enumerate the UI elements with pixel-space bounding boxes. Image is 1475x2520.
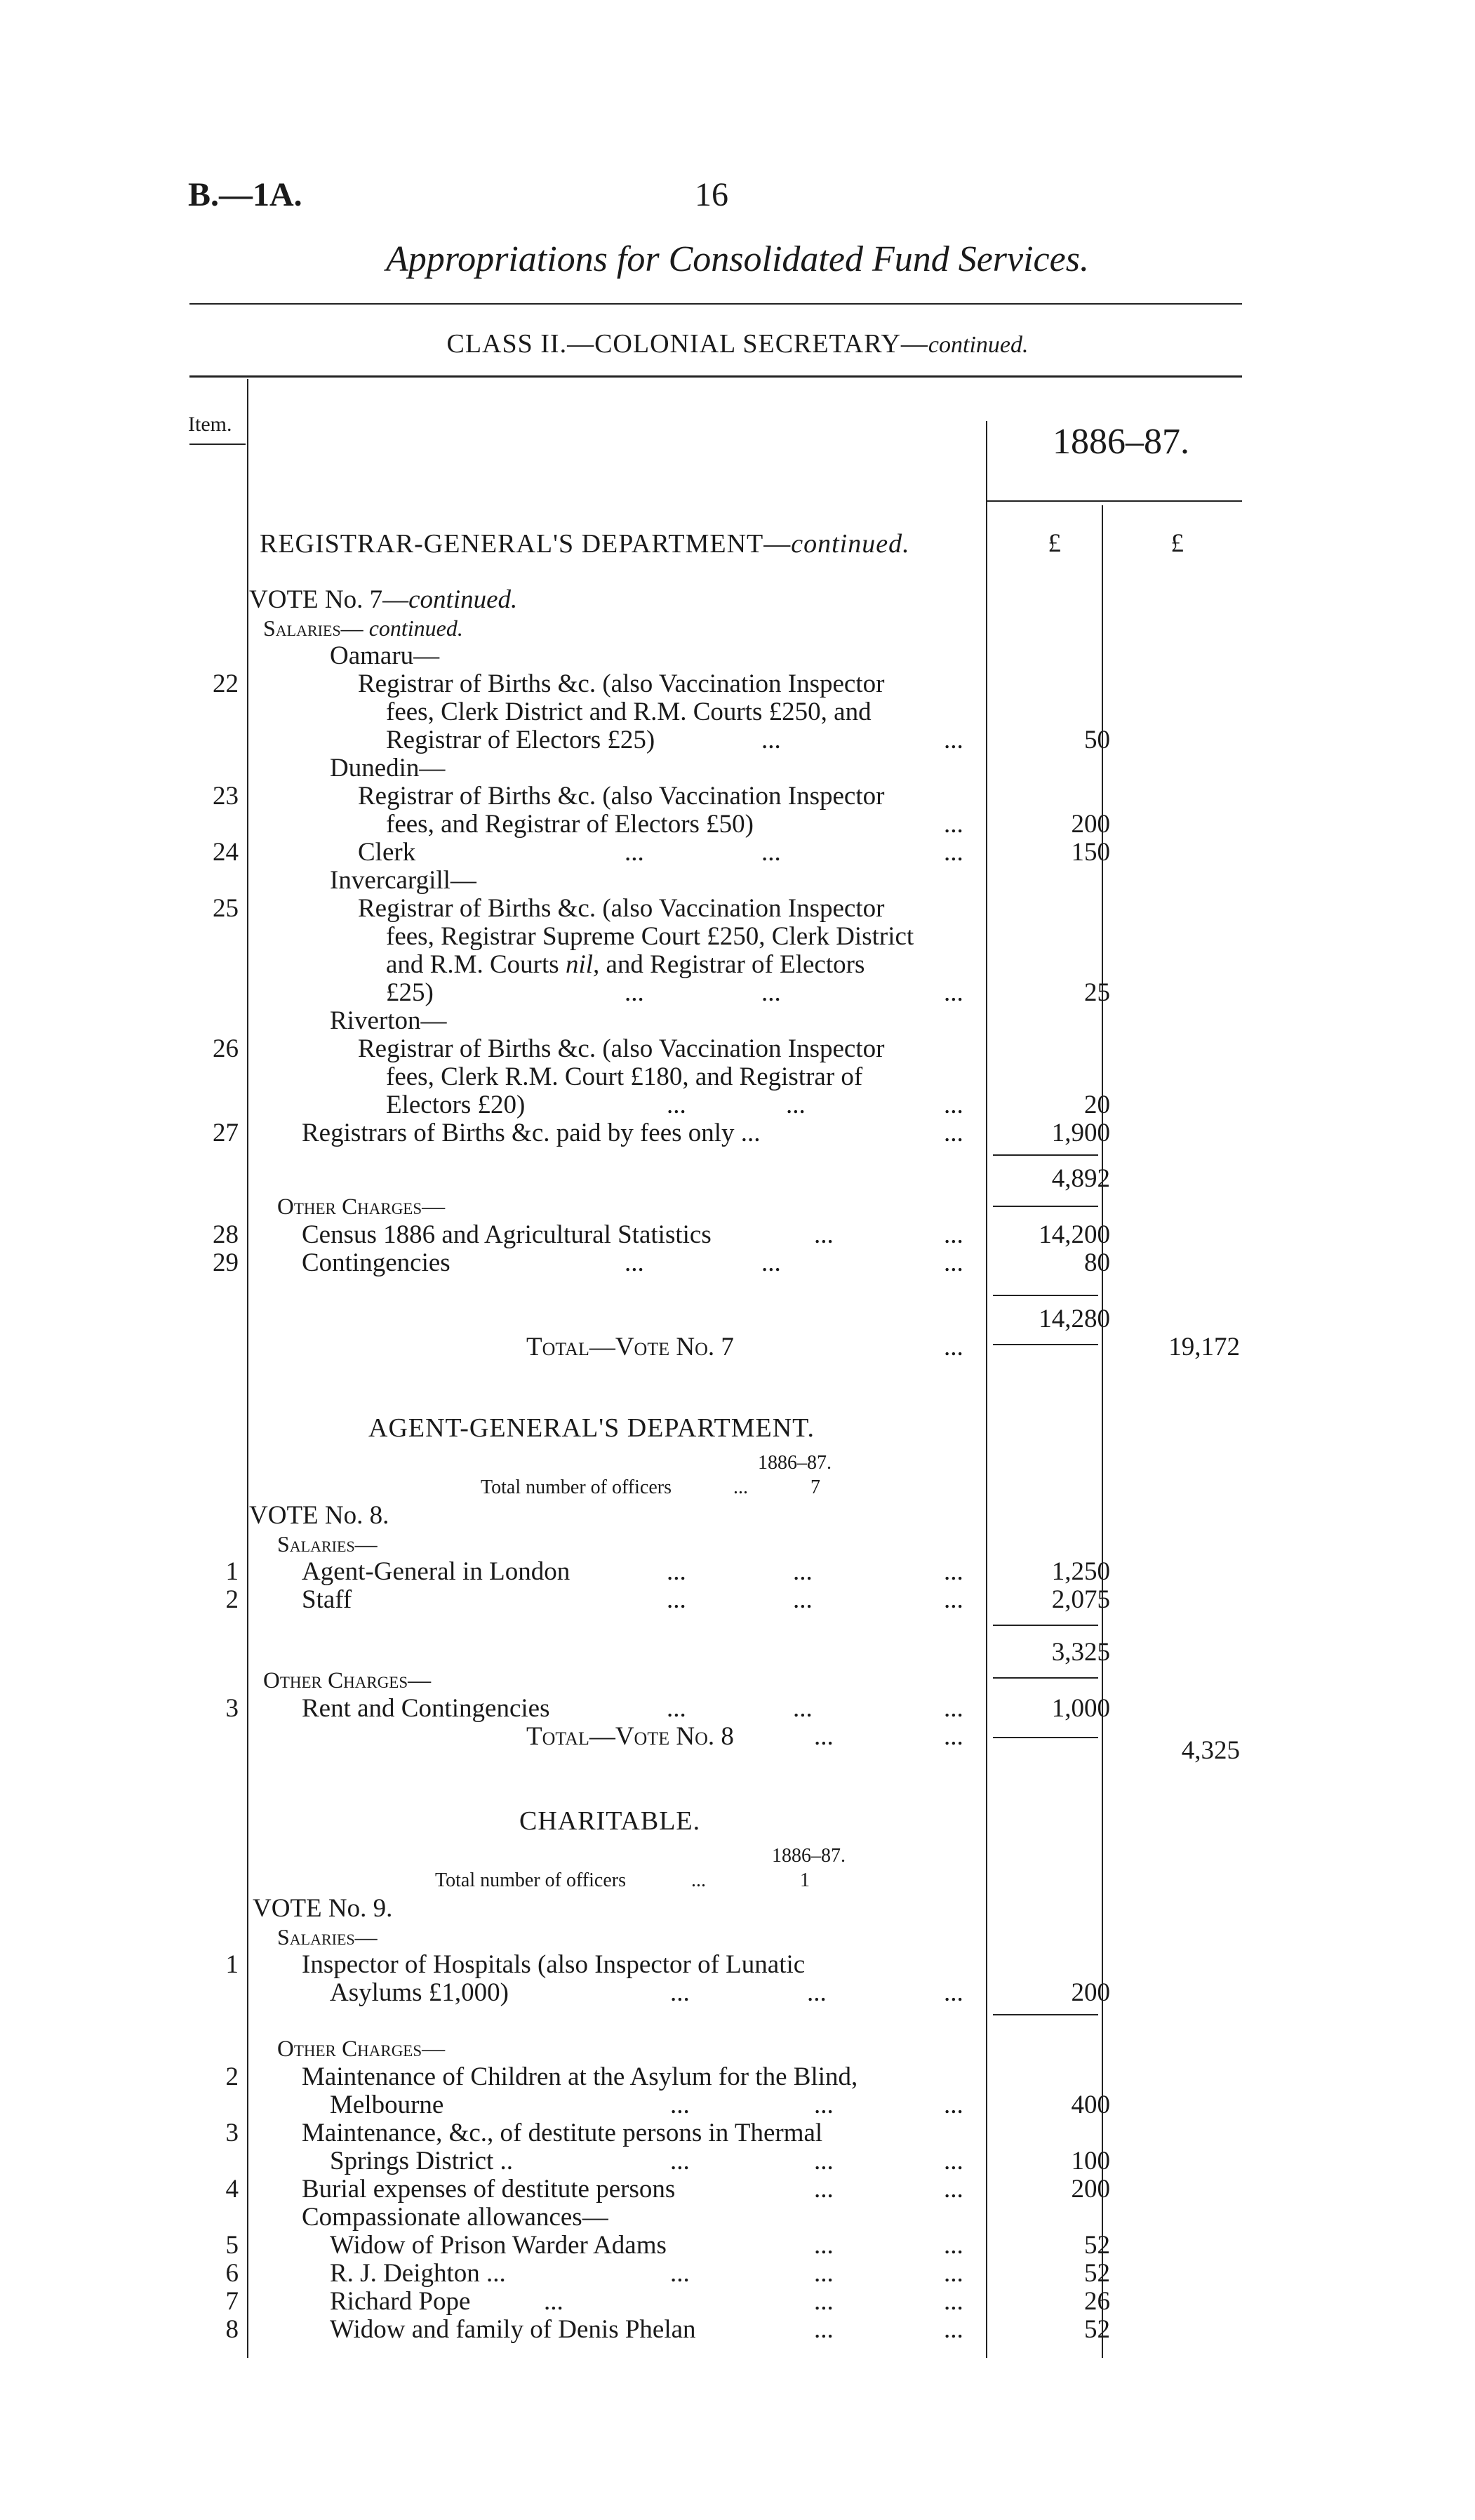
subtotal-row: [0, 1165, 1475, 1193]
row-value: 20: [1084, 1091, 1110, 1119]
leader-dots: ...: [670, 2147, 690, 2175]
other-charges-heading: [0, 1193, 1475, 1221]
item-number: 8: [225, 2315, 239, 2344]
department-heading-charitable: [0, 1807, 1475, 1835]
officers-count: 7: [810, 1476, 820, 1498]
leader-dots: ...: [944, 1220, 963, 1249]
leader-dots: ...: [691, 1869, 706, 1891]
leader-dots: ...: [761, 1248, 781, 1277]
table-row: [0, 1035, 1475, 1063]
item-number: 23: [213, 782, 239, 811]
leader-dots: ...: [944, 2147, 963, 2175]
compassionate-label: Compassionate allowances—: [302, 2203, 608, 2232]
table-row: [0, 951, 1475, 979]
item-number: 3: [225, 1694, 239, 1723]
officers-count: 1: [800, 1869, 810, 1891]
table-row: [0, 2288, 1475, 2316]
leader-dots: ...: [944, 2175, 963, 2204]
dunedin-label: Dunedin—: [330, 754, 446, 782]
row-value: 52: [1084, 2259, 1110, 2288]
officers-year: [0, 1449, 1475, 1477]
leader-dots: ...: [670, 1978, 690, 2007]
registrar-heading-cont: continued.: [791, 529, 910, 559]
leader-dots: ...: [944, 810, 963, 839]
leader-dots: ...: [814, 2259, 834, 2288]
row-value: 400: [1071, 2091, 1110, 2119]
other-charges-heading: [0, 2035, 1475, 2063]
leader-dots: ...: [814, 2315, 834, 2344]
row-text: Census 1886 and Agricultural Statistics: [302, 1220, 712, 1249]
leader-dots: ...: [944, 1333, 963, 1361]
officers-label: Total number of officers: [481, 1476, 672, 1498]
row-value: 2,075: [1051, 1585, 1110, 1614]
leader-dots: ...: [944, 2315, 963, 2344]
vote-total-row: [0, 1333, 1475, 1361]
row-text: Asylums £1,000): [330, 1978, 509, 2007]
title-rule: [189, 303, 1242, 305]
place-invercargill: [0, 867, 1475, 895]
table-row: [0, 1249, 1475, 1277]
row-value: 1,900: [1051, 1119, 1110, 1147]
leader-dots: ...: [761, 726, 781, 754]
leader-dots: ...: [944, 838, 963, 867]
registrar-heading: [260, 530, 910, 558]
table-row: [0, 895, 1475, 923]
salaries-text: Salaries—: [263, 615, 363, 641]
table-row: [0, 1586, 1475, 1614]
table-row: [0, 1558, 1475, 1586]
place-dunedin: [0, 754, 1475, 782]
vote-total-row: [0, 1722, 1475, 1765]
row-text: fees, Clerk R.M. Court £180, and Registrar of: [386, 1062, 863, 1091]
row-value: 200: [1071, 1978, 1110, 2007]
row-text-part: and R.M. Courts: [386, 950, 559, 979]
table-row: [0, 698, 1475, 726]
row-text: R. J. Deighton ...: [330, 2259, 506, 2288]
row-text: Staff: [302, 1585, 352, 1614]
table-row: [0, 2260, 1475, 2288]
other-subtotal: 14,280: [1039, 1305, 1110, 1333]
table-row: [0, 726, 1475, 754]
row-text: fees, Clerk District and R.M. Courts £250, and: [386, 698, 872, 726]
row-value: 25: [1084, 978, 1110, 1007]
row-text: Registrars of Births &c. paid by fees only ...: [302, 1119, 761, 1147]
item-number: 24: [213, 838, 239, 867]
officers-year-label: 1886–87.: [758, 1452, 832, 1474]
row-text: Springs District ..: [330, 2147, 514, 2175]
vote-9-heading: [0, 1895, 1475, 1923]
table-row: [0, 1063, 1475, 1091]
leader-dots: ...: [670, 2091, 690, 2119]
row-text: Rent and Contingencies: [302, 1694, 550, 1723]
leader-dots: ...: [625, 838, 644, 867]
officers-year-label: 1886–87.: [772, 1845, 846, 1867]
row-value: 14,200: [1039, 1220, 1110, 1249]
table-row: [0, 2232, 1475, 2260]
vote-total-value: 4,325: [1181, 1736, 1240, 1765]
row-text: fees, and Registrar of Electors £50): [386, 810, 754, 839]
class-title: [0, 328, 1475, 359]
item-number: 5: [225, 2231, 239, 2260]
year-header-rule: [987, 500, 1242, 502]
row-text: Widow of Prison Warder Adams: [330, 2231, 667, 2260]
row-value: 52: [1084, 2315, 1110, 2344]
vote-9-label: VOTE No. 9.: [253, 1894, 393, 1923]
item-number: 2: [225, 1585, 239, 1614]
salaries-cont: continued.: [368, 615, 463, 641]
row-value: 200: [1071, 810, 1110, 839]
item-number: 4: [225, 2175, 239, 2204]
salaries-label: Salaries—: [277, 1924, 378, 1949]
table-row: [0, 839, 1475, 867]
item-number: 7: [225, 2287, 239, 2316]
table-row: [0, 979, 1475, 1007]
item-number: 26: [213, 1034, 239, 1063]
table-top-rule: [189, 375, 1242, 378]
subtotal-row: [0, 1639, 1475, 1667]
agent-heading: AGENT-GENERAL'S DEPARTMENT.: [368, 1413, 815, 1443]
table-row: [0, 2316, 1475, 2344]
leader-dots: ...: [814, 2175, 834, 2204]
vote-7-text: VOTE No. 7—: [249, 585, 409, 614]
leader-dots: ...: [667, 1694, 686, 1723]
row-text: Maintenance, &c., of destitute persons in Thermal: [302, 2119, 823, 2147]
leader-dots: ...: [733, 1476, 748, 1498]
leader-dots: ...: [944, 1722, 963, 1751]
table-row: [0, 923, 1475, 951]
salaries-label: Salaries—: [277, 1531, 378, 1556]
vote-total-label: Total—Vote No. 7: [526, 1333, 734, 1361]
officers-row: [0, 1474, 1475, 1502]
row-value: 52: [1084, 2231, 1110, 2260]
table-row: [0, 670, 1475, 698]
leader-dots: ...: [807, 1978, 827, 2007]
row-text: Registrar of Births &c. (also Vaccination Inspector: [358, 782, 885, 811]
currency-symbol-1: £: [1048, 529, 1061, 558]
other-charges-label: Other Charges—: [263, 1668, 432, 1693]
leader-dots: ...: [944, 2259, 963, 2288]
leader-dots: ...: [625, 1248, 644, 1277]
row-text: fees, Registrar Supreme Court £250, Clerk District: [386, 922, 914, 951]
row-value: 1,250: [1051, 1557, 1110, 1586]
subtotal-rule: [993, 2014, 1098, 2015]
table-row: [0, 2119, 1475, 2147]
item-number: 3: [225, 2119, 239, 2147]
table-row: [0, 2147, 1475, 2175]
table-row: [0, 1951, 1475, 1979]
row-text: Burial expenses of destitute persons: [302, 2175, 676, 2204]
leader-dots: ...: [625, 978, 644, 1007]
row-value: 200: [1071, 2175, 1110, 2204]
leader-dots: ...: [793, 1585, 813, 1614]
leader-dots: ...: [944, 1557, 963, 1586]
row-text: [386, 951, 865, 979]
other-charges-label: Other Charges—: [277, 2036, 446, 2062]
leader-dots: ...: [814, 1220, 834, 1249]
row-text: Registrar of Electors £25): [386, 726, 655, 754]
subtotal-rule: [993, 1625, 1098, 1626]
leader-dots: ...: [944, 1091, 963, 1119]
row-value: 26: [1084, 2287, 1110, 2316]
leader-dots: ...: [944, 978, 963, 1007]
leader-dots: ...: [944, 2091, 963, 2119]
salaries-heading: [0, 614, 1475, 642]
officers-label: Total number of officers: [435, 1869, 626, 1891]
page-number: 16: [695, 176, 728, 213]
vote-7-heading: [0, 586, 1475, 614]
item-number: 6: [225, 2259, 239, 2288]
leader-dots: ...: [793, 1694, 813, 1723]
item-number: 1: [225, 1950, 239, 1979]
row-value: 50: [1084, 726, 1110, 754]
page-title: Appropriations for Consolidated Fund Services.: [386, 239, 1089, 279]
class-title-text: CLASS II.—COLONIAL SECRETARY—: [446, 329, 928, 359]
vote-total-label: Total—Vote No. 8: [526, 1722, 734, 1751]
table-row: [0, 782, 1475, 811]
row-text: Registrar of Births &c. (also Vaccination Inspector: [358, 669, 885, 698]
leader-dots: ...: [793, 1557, 813, 1586]
salaries-heading: [0, 1923, 1475, 1951]
leader-dots: ...: [814, 2091, 834, 2119]
row-text-nil: nil,: [565, 950, 600, 979]
leader-dots: ...: [944, 1248, 963, 1277]
row-text: Melbourne: [330, 2091, 444, 2119]
table-row: [0, 1091, 1475, 1119]
salaries-subtotal: 3,325: [1051, 1638, 1110, 1667]
leader-dots: ...: [761, 838, 781, 867]
row-text: Clerk: [358, 838, 416, 867]
salaries-subtotal: 4,892: [1051, 1164, 1110, 1193]
invercargill-label: Invercargill—: [330, 866, 476, 895]
row-text: £25): [386, 978, 434, 1007]
subtotal-rule: [993, 1295, 1098, 1296]
leader-dots: ...: [814, 2147, 834, 2175]
leader-dots: ...: [944, 726, 963, 754]
leader-dots: ...: [944, 1978, 963, 2007]
other-charges-label: Other Charges—: [277, 1194, 446, 1220]
vote-8-label: VOTE No. 8.: [249, 1501, 389, 1530]
row-text: Electors £20): [386, 1091, 526, 1119]
leader-dots: ...: [544, 2287, 563, 2316]
row-value: 1,000: [1051, 1694, 1110, 1723]
table-row: [0, 2063, 1475, 2091]
row-text-part: and Registrar of Electors: [606, 950, 865, 979]
column-header-year: 1886–87.: [1053, 422, 1189, 462]
leader-dots: ...: [814, 1722, 834, 1751]
leader-dots: ...: [667, 1585, 686, 1614]
salaries-label: [263, 614, 463, 642]
leader-dots: ...: [667, 1091, 686, 1119]
item-number: 1: [225, 1557, 239, 1586]
document-code: B.—1A.: [188, 176, 302, 213]
vote-8-heading: [0, 1502, 1475, 1530]
item-number: 27: [213, 1119, 239, 1147]
item-header-rule: [189, 444, 246, 445]
riverton-label: Riverton—: [330, 1006, 447, 1035]
item-number: 2: [225, 2062, 239, 2091]
leader-dots: ...: [944, 1119, 963, 1147]
item-number: 28: [213, 1220, 239, 1249]
vote-7-cont: continued.: [408, 585, 518, 614]
charitable-heading: CHARITABLE.: [519, 1806, 701, 1836]
officers-row: [0, 1867, 1475, 1895]
subtotal-rule: [993, 1154, 1098, 1156]
other-charges-heading: [0, 1667, 1475, 1695]
leader-dots: ...: [944, 2231, 963, 2260]
table-row: [0, 1221, 1475, 1249]
currency-symbol-2: £: [1170, 529, 1184, 558]
row-text: Widow and family of Denis Phelan: [330, 2315, 696, 2344]
place-oamaru: [0, 642, 1475, 670]
subtotal-row: [0, 1305, 1475, 1333]
item-number: 25: [213, 894, 239, 923]
row-text: Maintenance of Children at the Asylum for the Blind,: [302, 2062, 858, 2091]
leader-dots: ...: [944, 2287, 963, 2316]
row-value: 80: [1084, 1248, 1110, 1277]
table-row: [0, 811, 1475, 839]
oamaru-label: Oamaru—: [330, 641, 440, 670]
leader-dots: ...: [667, 1557, 686, 1586]
item-number: 22: [213, 669, 239, 698]
row-text: Richard Pope: [330, 2287, 471, 2316]
row-text: Registrar of Births &c. (also Vaccination Inspector: [358, 894, 885, 923]
leader-dots: ...: [814, 2287, 834, 2316]
leader-dots: ...: [814, 2231, 834, 2260]
class-title-continued: continued.: [928, 332, 1029, 358]
compassionate-heading: [0, 2204, 1475, 2232]
item-number: 29: [213, 1248, 239, 1277]
vote-total-value: 19,172: [1168, 1333, 1240, 1361]
leader-dots: ...: [786, 1091, 806, 1119]
row-value: 100: [1071, 2147, 1110, 2175]
salaries-heading: [0, 1530, 1475, 1558]
leader-dots: ...: [944, 1585, 963, 1614]
department-heading-registrar: [0, 530, 1475, 558]
department-heading-agent: [0, 1414, 1475, 1442]
leader-dots: ...: [670, 2259, 690, 2288]
leader-dots: ...: [761, 978, 781, 1007]
table-row: [0, 1979, 1475, 2007]
registrar-heading-text: REGISTRAR-GENERAL'S DEPARTMENT—: [260, 529, 792, 559]
row-text: Agent-General in London: [302, 1557, 570, 1586]
column-header-item: Item.: [188, 413, 232, 436]
table-row: [0, 1695, 1475, 1723]
officers-year: [0, 1842, 1475, 1870]
vote-7-label: [249, 586, 517, 614]
row-text: Registrar of Births &c. (also Vaccination Inspector: [358, 1034, 885, 1063]
table-row: [0, 2175, 1475, 2204]
row-text: Inspector of Hospitals (also Inspector of Lunatic: [302, 1950, 806, 1979]
row-value: 150: [1071, 838, 1110, 867]
leader-dots: ...: [944, 1694, 963, 1723]
place-riverton: [0, 1007, 1475, 1035]
row-text: Contingencies: [302, 1248, 450, 1277]
table-row: [0, 1119, 1475, 1147]
table-row: [0, 2091, 1475, 2119]
